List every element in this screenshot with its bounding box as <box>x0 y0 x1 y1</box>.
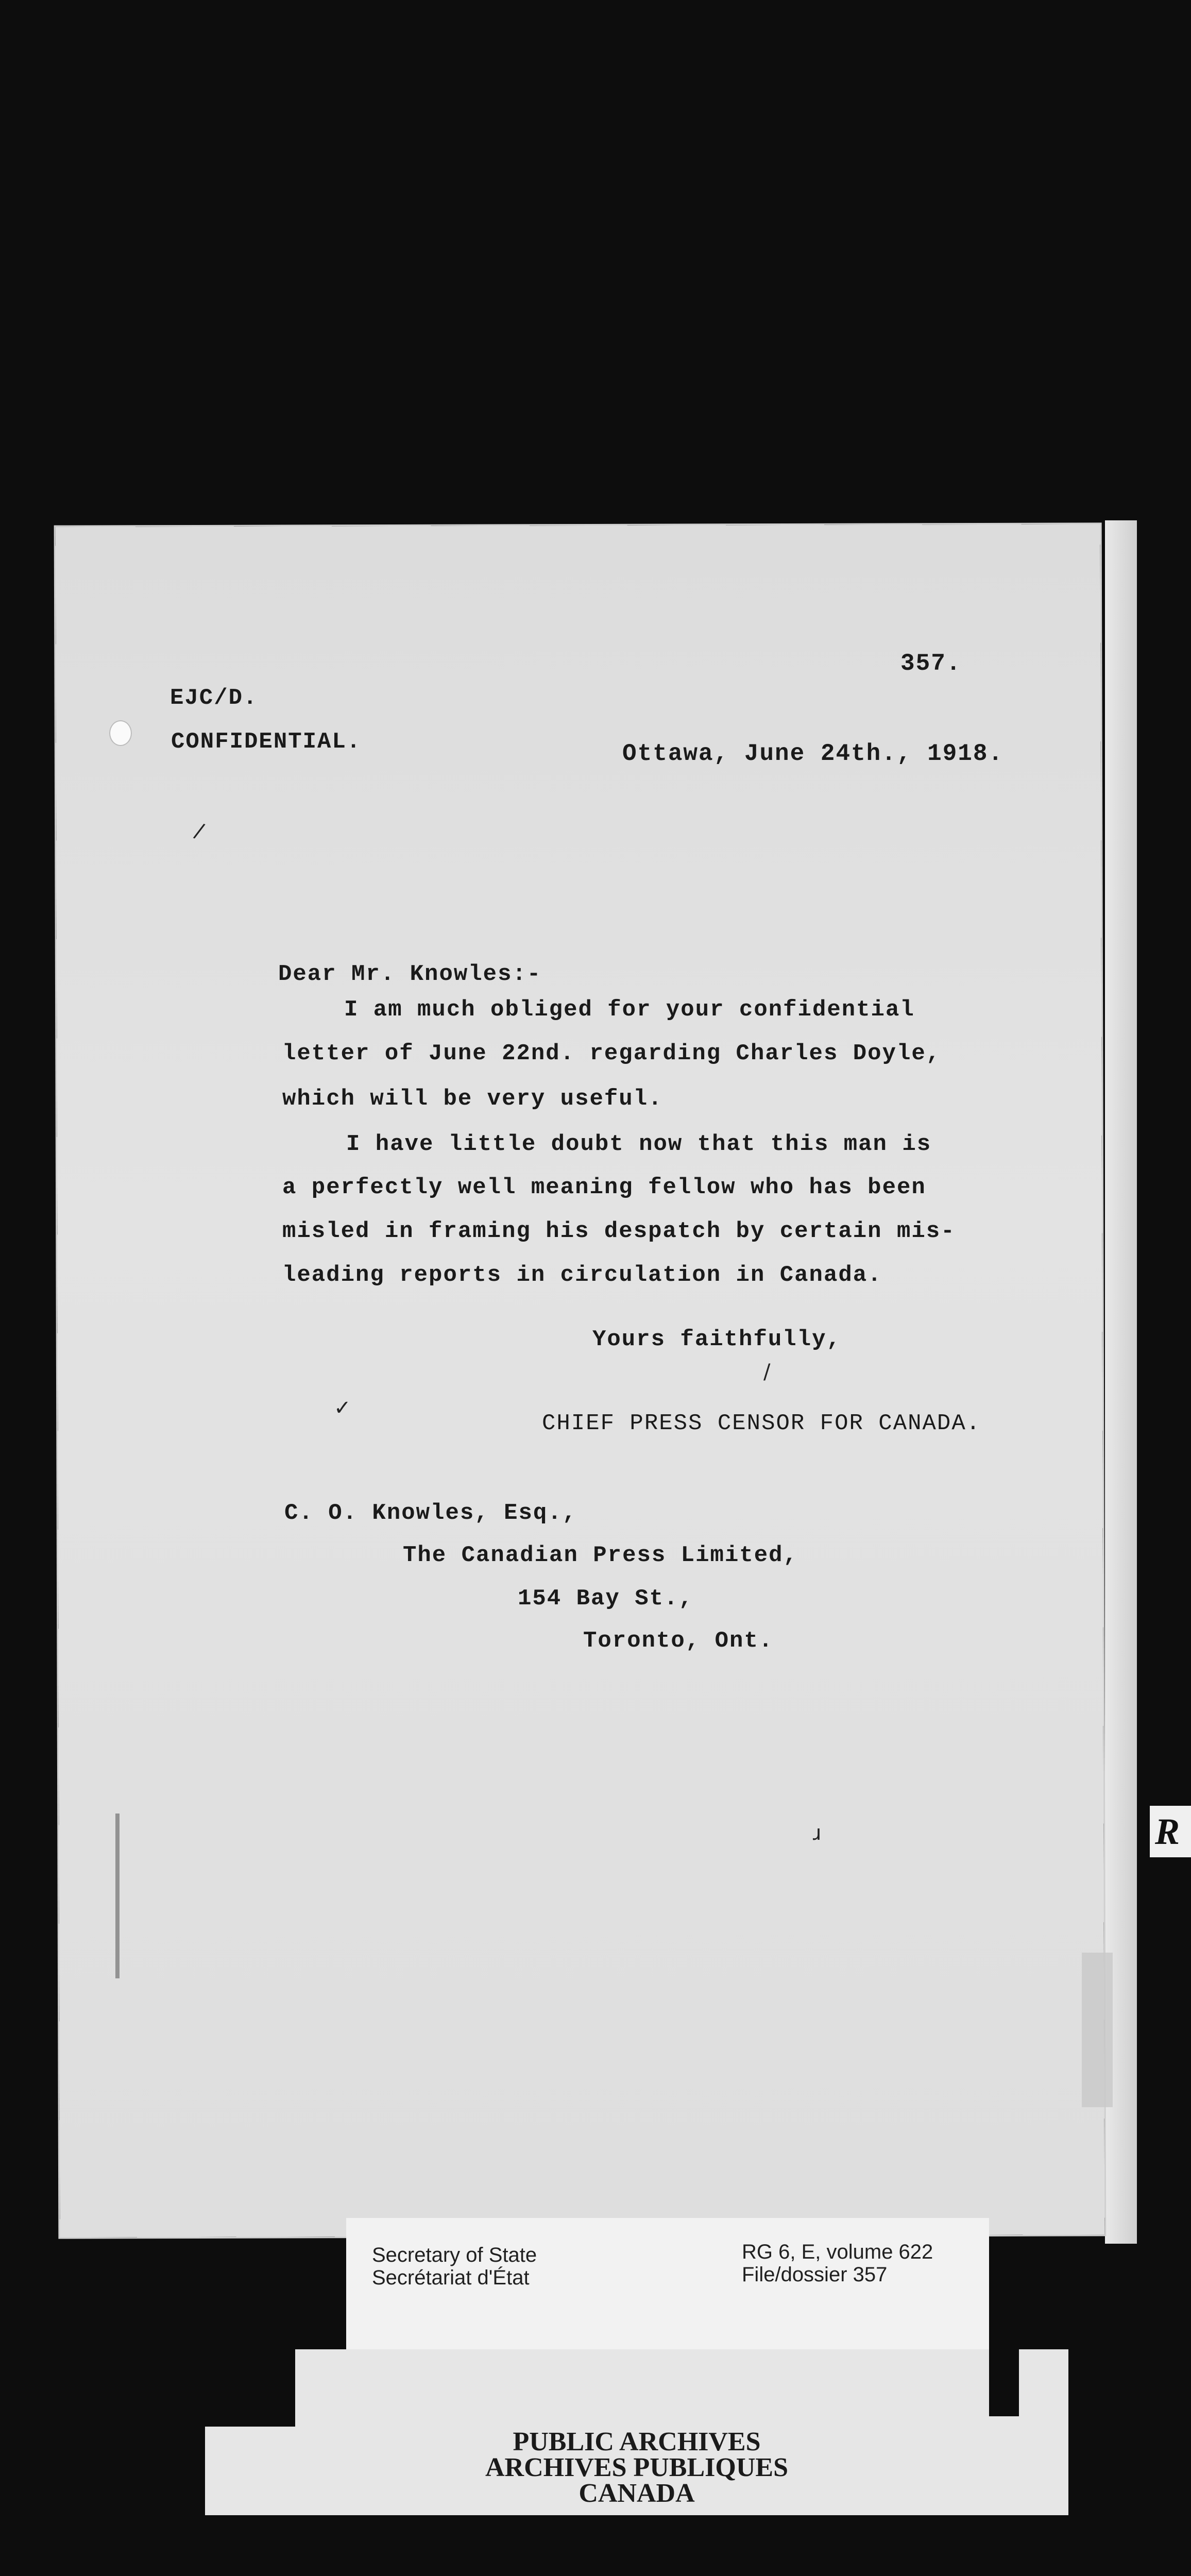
pen-mark: / <box>763 1360 771 1384</box>
address-line: The Canadian Press Limited, <box>403 1543 798 1568</box>
band-notch <box>989 2349 1019 2416</box>
letter-page <box>56 524 1105 2237</box>
body-line: I am much obliged for your confidential <box>344 997 915 1023</box>
place-date: Ottawa, June 24th., 1918. <box>622 740 1004 767</box>
signature-block: CHIEF PRESS CENSOR FOR CANADA. <box>542 1411 981 1436</box>
body-line: letter of June 22nd. regarding Charles Doyle, <box>282 1041 941 1066</box>
archive-label-line: PUBLIC ARCHIVES <box>513 2427 761 2456</box>
closing: Yours faithfully, <box>592 1327 841 1352</box>
side-index-tab: R <box>1150 1806 1191 1857</box>
salutation: Dear Mr. Knowles:- <box>278 961 542 987</box>
pen-mark: ✓ <box>334 1396 351 1420</box>
department-english: Secretary of State <box>372 2244 537 2266</box>
address-line: C. O. Knowles, Esq., <box>284 1500 577 1526</box>
body-line: leading reports in circulation in Canada. <box>282 1262 882 1288</box>
punch-hole <box>109 720 132 746</box>
page-number: 357. <box>900 650 962 677</box>
archive-label <box>205 2429 1068 2506</box>
reference-initials: EJC/D. <box>170 685 258 711</box>
body-line: a perfectly well meaning fellow who has been <box>282 1175 926 1200</box>
pen-mark: / <box>192 819 207 843</box>
band-notch <box>205 2349 295 2427</box>
page-crease <box>115 1814 120 1978</box>
body-line: misled in framing his despatch by certain mis- <box>282 1218 956 1244</box>
archive-label-line: ARCHIVES PUBLIQUES <box>485 2453 789 2482</box>
classification-label: CONFIDENTIAL. <box>171 729 362 755</box>
volume-reference: RG 6, E, volume 622 <box>742 2241 933 2263</box>
pen-mark: ɹ <box>813 1821 822 1845</box>
department-french: Secrétariat d'État <box>372 2266 530 2289</box>
address-line: Toronto, Ont. <box>583 1628 774 1654</box>
file-reference: File/dossier 357 <box>742 2263 888 2286</box>
page-stain <box>1082 1953 1113 2107</box>
address-line: 154 Bay St., <box>518 1586 693 1612</box>
body-line: I have little doubt now that this man is <box>346 1131 932 1157</box>
body-line: which will be very useful. <box>282 1086 663 1112</box>
archive-label-line: CANADA <box>579 2479 695 2508</box>
